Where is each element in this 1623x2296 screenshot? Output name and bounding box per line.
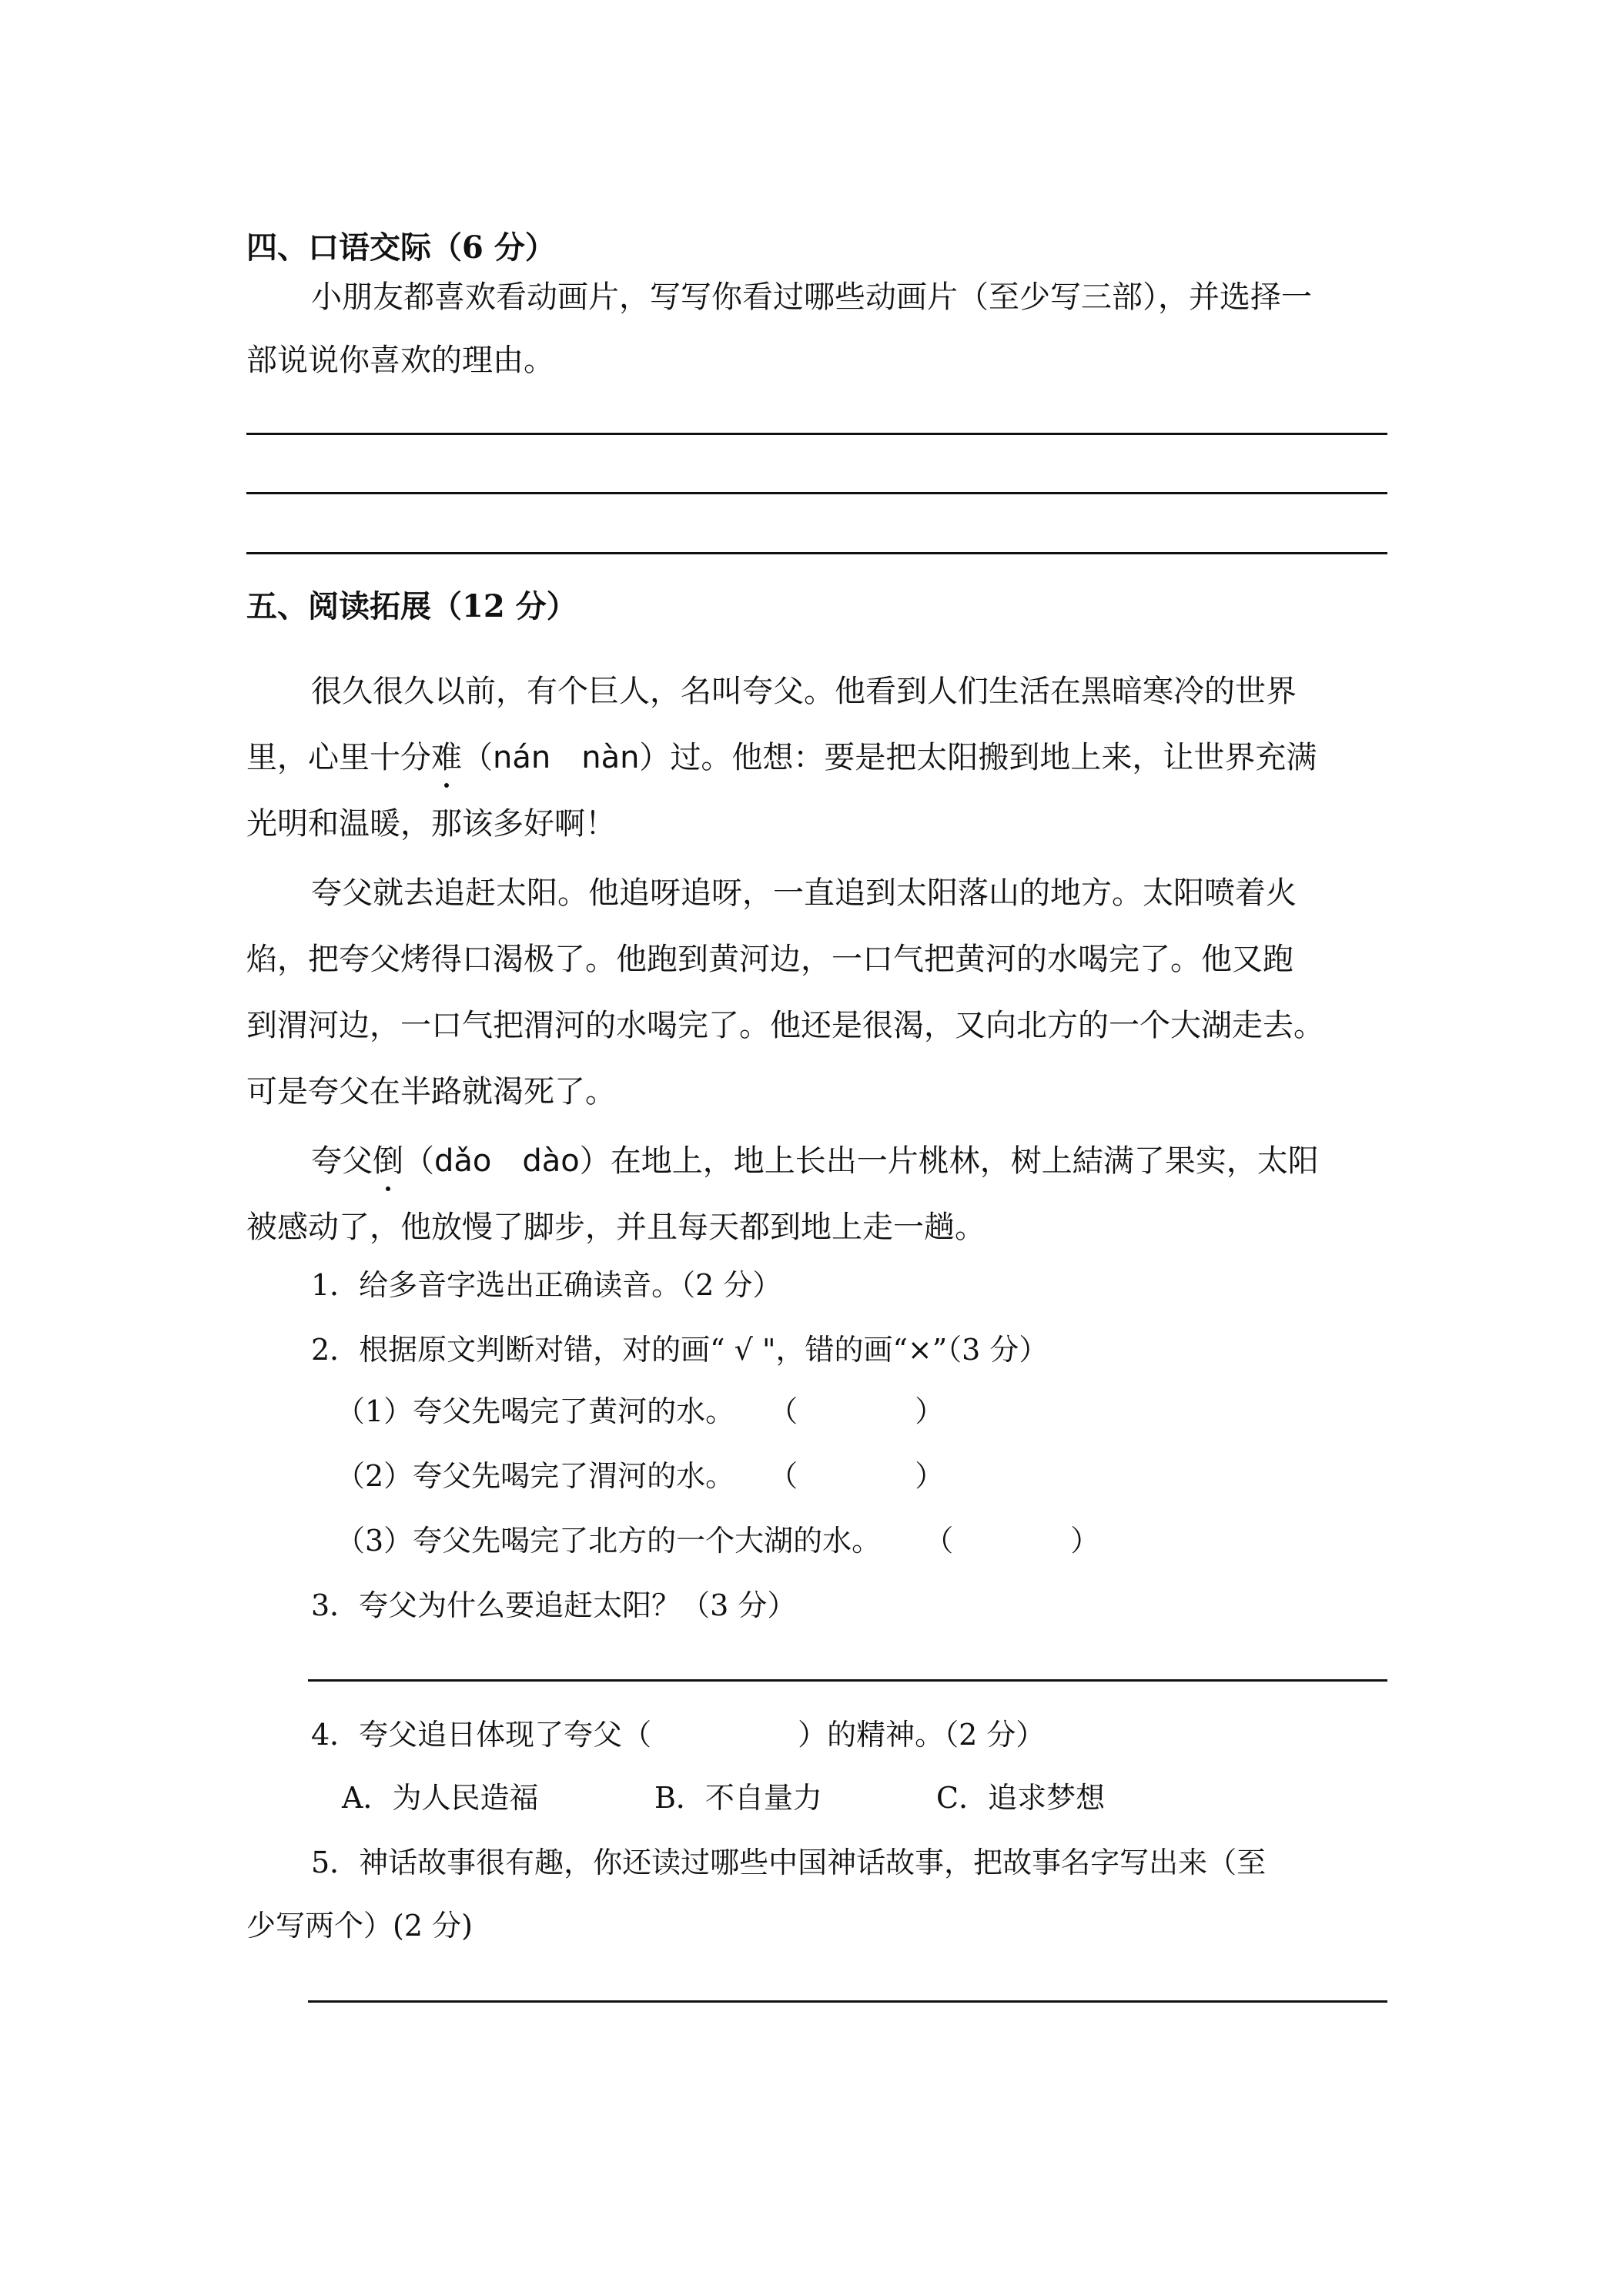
passage-text: 过。他想：要是把太阳搬到地上来，让世界充满	[670, 740, 1317, 775]
passage-p1-line-3: 光明和温暖，那该多好啊！	[246, 806, 616, 842]
passage-p2-line-2: 焰，把夸父烤得口渴极了。他跑到黄河边，一口气把黄河的水喝完了。他又跑	[246, 942, 1293, 977]
question-3: 3．夸父为什么要追赶太阳？（3 分）	[311, 1588, 797, 1622]
question-4-option-c[interactable]: C．追求梦想	[936, 1781, 1106, 1815]
passage-text: 里，心里十分	[246, 740, 431, 775]
passage-p3-line-2: 被感动了，他放慢了脚步，并且每天都到地上走一趟。	[246, 1210, 986, 1245]
passage-p3-line-1	[311, 1136, 1319, 1180]
section-5-title: 五、阅读拓展（12 分）	[246, 588, 577, 624]
question-2-item-text: （1）夸父先喝完了黄河的水。	[336, 1394, 735, 1428]
polyphonic-char-dao: 倒	[373, 1136, 403, 1180]
question-2-item-text: （3）夸父先喝完了北方的一个大湖的水。	[336, 1524, 882, 1558]
passage-p2-line-1: 夸父就去追赶太阳。他追呀追呀，一直追到太阳落山的地方。太阳喷着火	[311, 875, 1297, 911]
section-4-prompt-line-1: 小朋友都喜欢看动画片，写写你看过哪些动画片（至少写三部），并选择一	[311, 279, 1312, 315]
question-2-item-text: （2）夸父先喝完了渭河的水。	[336, 1459, 735, 1493]
question-4-option-b[interactable]: B．不自量力	[654, 1781, 822, 1815]
question-2-item-1	[336, 1387, 944, 1430]
question-3-answer-line[interactable]	[308, 1679, 1387, 1682]
passage-p1-line-2	[246, 733, 1317, 777]
answer-bracket[interactable]: （ ）	[924, 1524, 1100, 1558]
passage-p1-line-1: 很久很久以前，有个巨人，名叫夸父。他看到人们生活在黑暗寒冷的世界	[311, 674, 1297, 709]
question-5-line-2: 少写两个）(2 分)	[246, 1909, 473, 1943]
answer-bracket[interactable]: （ ）	[768, 1459, 945, 1493]
question-4: 4．夸父追日体现了夸父（ ）的精神。（2 分）	[311, 1718, 1046, 1752]
passage-text: 在地上，地上长出一片桃林，树上結满了果实，太阳	[610, 1143, 1319, 1179]
passage-p2-line-4: 可是夸父在半路就渴死了。	[246, 1074, 616, 1110]
question-5-answer-line[interactable]	[308, 2000, 1387, 2003]
question-4-option-a[interactable]: A．为人民造福	[342, 1781, 539, 1815]
answer-line-2[interactable]	[246, 492, 1387, 494]
pinyin-options-dao[interactable]: （dǎo dào）	[403, 1143, 611, 1179]
answer-line-1[interactable]	[246, 433, 1387, 435]
question-5-line-1: 5．神话故事很有趣，你还读过哪些中国神话故事，把故事名字写出来（至	[311, 1846, 1267, 1879]
section-4-prompt-line-2: 部说说你喜欢的理由。	[246, 343, 554, 378]
pinyin-options-nan[interactable]: （nán nàn）	[462, 740, 671, 775]
passage-text: 夸父	[311, 1143, 373, 1179]
answer-bracket[interactable]: （ ）	[768, 1394, 945, 1428]
question-2-item-3	[336, 1517, 1099, 1559]
polyphonic-char-nan: 难	[431, 733, 462, 777]
question-2-item-2	[336, 1452, 944, 1494]
answer-line-3[interactable]	[246, 552, 1387, 554]
section-4-title: 四、口语交际（6 分）	[246, 229, 556, 266]
question-2: 2．根据原文判断对错，对的画“ √ "，错的画“×”（3 分）	[311, 1333, 1049, 1367]
passage-p2-line-3: 到渭河边，一口气把渭河的水喝完了。他还是很渴，又向北方的一个大湖走去。	[246, 1008, 1324, 1043]
question-1: 1．给多音字选出正确读音。（2 分）	[311, 1268, 782, 1302]
